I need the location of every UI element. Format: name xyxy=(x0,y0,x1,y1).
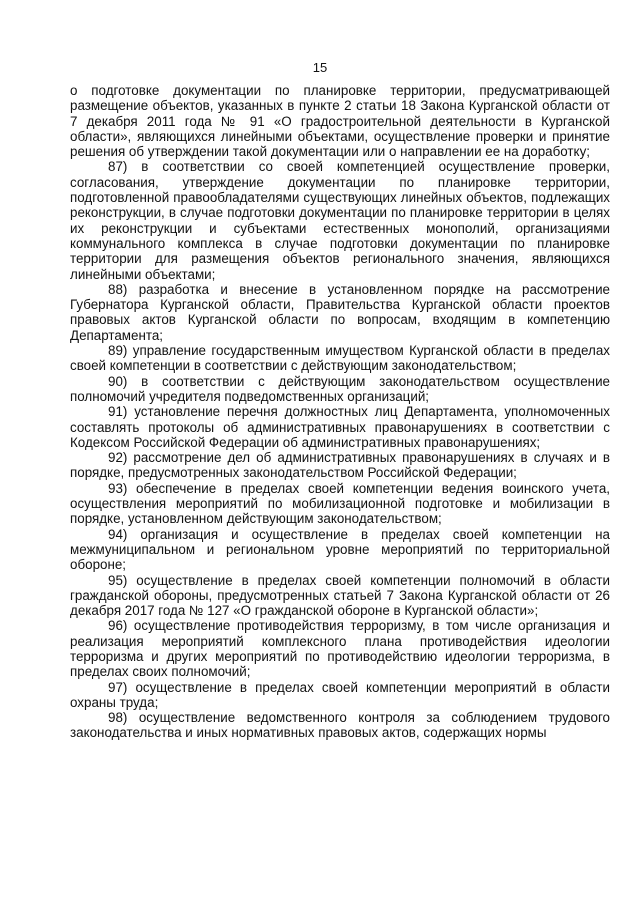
paragraph-item-91: 91) установление перечня должностных лиц Департамента, уполномоченных составлять протоколы об административных правонарушениях в соответствии с Кодексом Российской Федерации об административных правонарушениях; xyxy=(70,404,610,450)
paragraph-item-93: 93) обеспечение в пределах своей компетенции ведения воинского учета, осуществления мероприятий по мобилизационной подготовке и мобилизации в порядке, установленном действующим законодательством; xyxy=(70,480,610,527)
paragraph-item-88: 88) разработка и внесение в установленном порядке на рассмотрение Губернатора Курганской области, Правительства Курганской области проектов правовых актов Курганской области по вопросам, входящим в компетенцию Департамента; xyxy=(70,281,610,343)
paragraph-item-89: 89) управление государственным имуществом Курганской области в пределах своей компетенции в соответствии с действующим законодательством; xyxy=(70,343,610,374)
paragraph-continuation: о подготовке документации по планировке территории, предусматривающей размещение объектов, указанных в пункте 2 статьи 18 Закона Курганской области от 7 декабря 2011 года № 91 «О градостроительной деятельности в Курганской области», являющихся линейными объектами, осуществление проверки и принятие решения об утверждении такой документации или о направлении ее на доработку; xyxy=(70,83,610,160)
paragraph-item-94: 94) организация и осуществление в пределах своей компетенции на межмуниципальном и региональном уровне мероприятий по территориальной обороне; xyxy=(70,526,610,573)
paragraph-item-95: 95) осуществление в пределах своей компетенции полномочий в области гражданской обороны, предусмотренных статьей 7 Закона Курганской области от 26 декабря 2017 года № 127 «О гражданской обороне в Курганской области»; xyxy=(70,572,610,619)
paragraph-item-92: 92) рассмотрение дел об административных правонарушениях в случаях и в порядке, предусмотренных законодательством Российской Федерации; xyxy=(70,450,610,481)
page-number: 15 xyxy=(312,60,328,75)
paragraph-item-97: 97) осуществление в пределах своей компетенции мероприятий в области охраны труда; xyxy=(70,679,610,710)
paragraph-item-87: 87) в соответствии со своей компетенцией осуществление проверки, согласования, утверждение документации по планировке территории, подготовленной правообладателями существующих линейных объектов, подлежащих реконструкции, в случае подготовки документации по планировке территории в целях их реконструкции и субъектами естественных монополий, организациями коммунального комплекса в случае подготовки документации по планировке территории для размещения объектов регионального значения, являющихся линейными объектами; xyxy=(70,159,610,282)
paragraph-item-90: 90) в соответствии с действующим законодательством осуществление полномочий учредителя подведомственных организаций; xyxy=(70,373,610,404)
paragraph-item-98: 98) осуществление ведомственного контроля за соблюдением трудового законодательства и иных нормативных правовых актов, содержащих нормы xyxy=(70,710,610,741)
document-body xyxy=(70,83,610,741)
paragraph-item-96: 96) осуществление противодействия терроризму, в том числе организация и реализация мероприятий комплексного плана противодействия идеологии терроризма и других мероприятий по противодействию идеологии терроризма, в пределах своих полномочий; xyxy=(70,618,610,680)
